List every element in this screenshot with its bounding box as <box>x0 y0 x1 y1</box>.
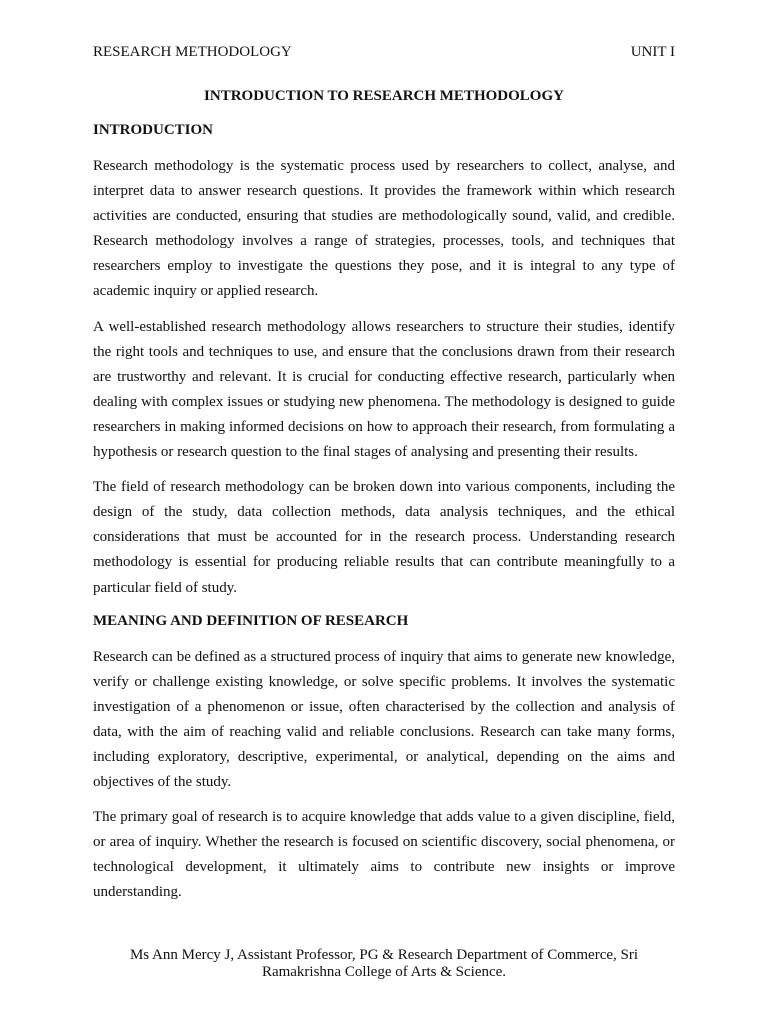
header-unit: UNIT I <box>630 44 675 60</box>
paragraph: Research can be defined as a structured process of inquiry that aims to generate new knowledge, verify or challenge existing knowledge, or solve specific problems. It involves the systematic investigation of a phenomenon or issue, often characterised by the collection and analysis of data, with the aim of reaching valid and reliable conclusions. Research can take many forms, including exploratory, descriptive, experimental, or analytical, depending on the aims and objectives of the study. <box>93 648 675 791</box>
footer-college-line: Ramakrishna College of Arts & Science. <box>261 964 507 980</box>
section-meaning-definition <box>93 611 675 906</box>
paragraph: The field of research methodology can be broken down into various components, including the design of the study, data collection methods, data analysis techniques, and the ethical considerations that must be accounted for in the research process. Understanding research methodology is essential for producing reliable results that can contribute meaningfully to a particular field of study. <box>93 479 675 596</box>
section-introduction <box>93 120 675 601</box>
page-header <box>93 43 675 61</box>
header-subject: RESEARCH METHODOLOGY <box>93 44 292 60</box>
section-heading: MEANING AND DEFINITION OF RESEARCH <box>93 612 409 629</box>
document-title: INTRODUCTION TO RESEARCH METHODOLOGY <box>204 88 564 104</box>
paragraph: The primary goal of research is to acquire knowledge that adds value to a given discipline, field, or area of inquiry. Whether the research is focused on scientific discovery, social phenomena, or technological development, it ultimately aims to contribute new insights or improve understanding. <box>93 809 675 901</box>
page-footer <box>93 947 675 981</box>
paragraph: Research methodology is the systematic process used by researchers to collect, analyse, and interpret data to answer research questions. It provides the framework within which research activities are conducted, ensuring that studies are methodologically sound, valid, and credible. Research methodology involves a range of strategies, processes, tools, and techniques that researchers employ to investigate the questions they pose, and it is integral to any type of academic inquiry or applied research. <box>93 158 675 300</box>
paragraph: A well-established research methodology allows researchers to structure their studies, identify the right tools and techniques to use, and ensure that the conclusions drawn from their research are trustworthy and relevant. It is crucial for conducting effective research, particularly when dealing with complex issues or studying new phenomena. The methodology is designed to guide researchers in making informed decisions on how to approach their research, from formulating a hypothesis or research question to the final stages of analysing and presenting their results. <box>93 318 675 461</box>
page-content <box>93 86 675 916</box>
section-heading: INTRODUCTION <box>93 122 214 138</box>
footer-author-line: Ms Ann Mercy J, Assistant Professor, PG & Research Department of Commerce, Sri <box>129 947 639 963</box>
